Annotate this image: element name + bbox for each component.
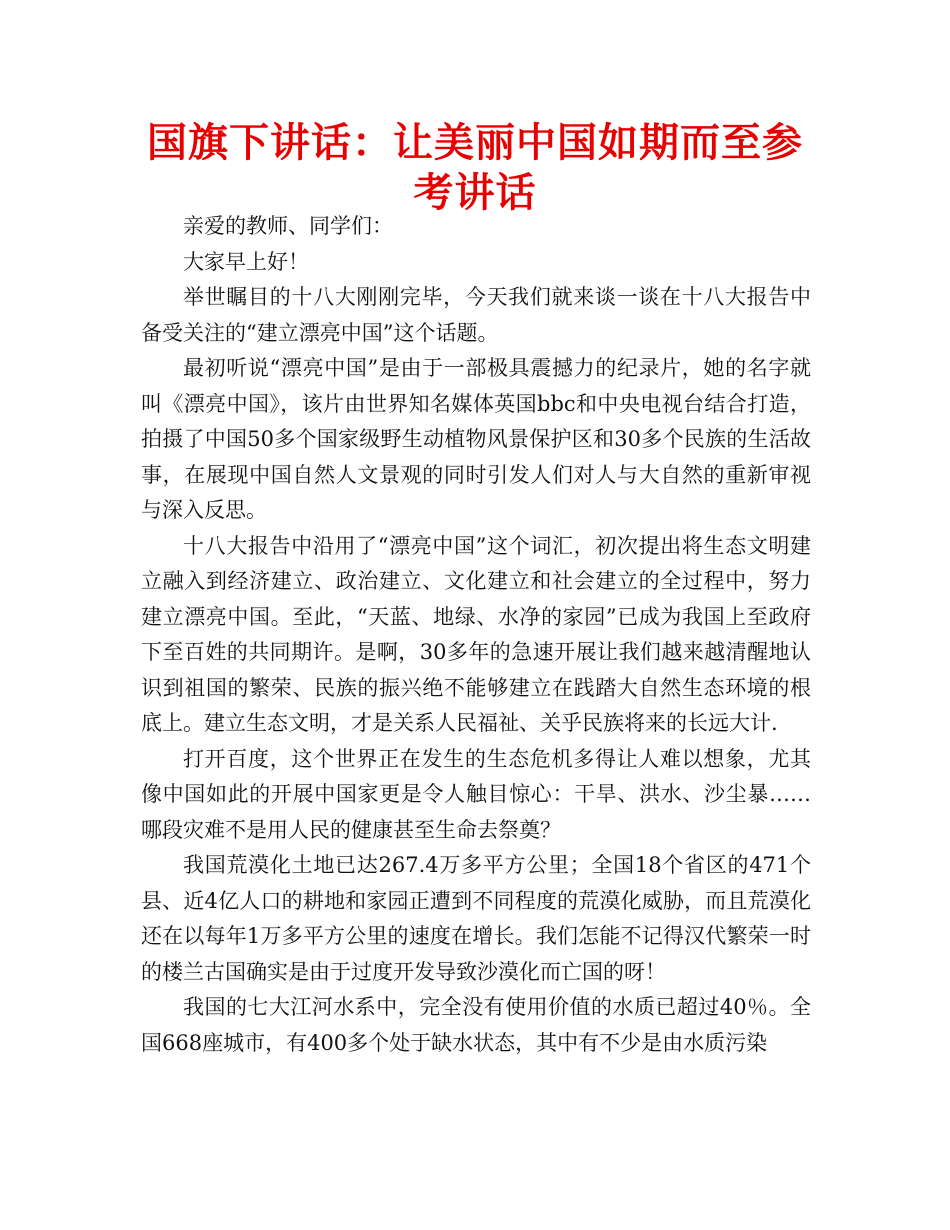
body-paragraph: 我国荒漠化土地已达267.4万多平方公里；全国18个省区的471个县、近4亿人口的耕地和家园正遭到不同程度的荒漠化威胁，而且荒漠化还在以每年1万多平方公里的速度在增长。我们怎能不记得汉代繁荣一时的楼兰古国确实是由于过度开发导致沙漠化而亡国的呀！ — [141, 853, 811, 984]
body-paragraph: 十八大报告中沿用了“漂亮中国”这个词汇，初次提出将生态文明建立融入到经济建立、政治建立、文化建立和社会建立的全过程中，努力建立漂亮中国。至此，“天蓝、地绿、水净的家园”已成为我国上至政府下至百姓的共同期许。是啊，30多年的急速开展让我们越来越清醒地认识到祖国的繁荣、民族的振兴绝不能够建立在践踏大自然生态环境的根底上。建立生态文明，才是关系人民福祉、关乎民族将来的长远大计. — [141, 533, 811, 735]
document-body — [141, 209, 811, 1061]
salutation-paragraph: 亲爱的教师、同学们： — [183, 214, 393, 238]
document-title: 国旗下讲话：让美丽中国如期而至参考讲话 — [147, 120, 803, 216]
body-paragraph: 打开百度，这个世界正在发生的生态危机多得让人难以想象，尤其像中国如此的开展中国家更是令人触目惊心：干旱、洪水、沙尘暴……哪段灾难不是用人民的健康甚至生命去祭奠？ — [141, 746, 811, 842]
body-paragraph: 举世瞩目的十八大刚刚完毕，今天我们就来谈一谈在十八大报告中备受关注的“建立漂亮中国”这个话题。 — [141, 285, 811, 345]
body-paragraph: 我国的七大江河水系中，完全没有使用价值的水质已超过40％。全国668座城市，有400多个处于缺水状态，其中有不少是由水质污染 — [141, 995, 811, 1055]
body-paragraph: 最初听说“漂亮中国”是由于一部极具震撼力的纪录片，她的名字就叫《漂亮中国》，该片由世界知名媒体英国bbc和中央电视台结合打造，拍摄了中国50多个国家级野生动植物风景保护区和30多个民族的生活故事，在展现中国自然人文景观的同时引发人们对人与大自然的重新审视与深入反思。 — [141, 356, 811, 522]
greeting-paragraph: 大家早上好！ — [183, 249, 309, 274]
